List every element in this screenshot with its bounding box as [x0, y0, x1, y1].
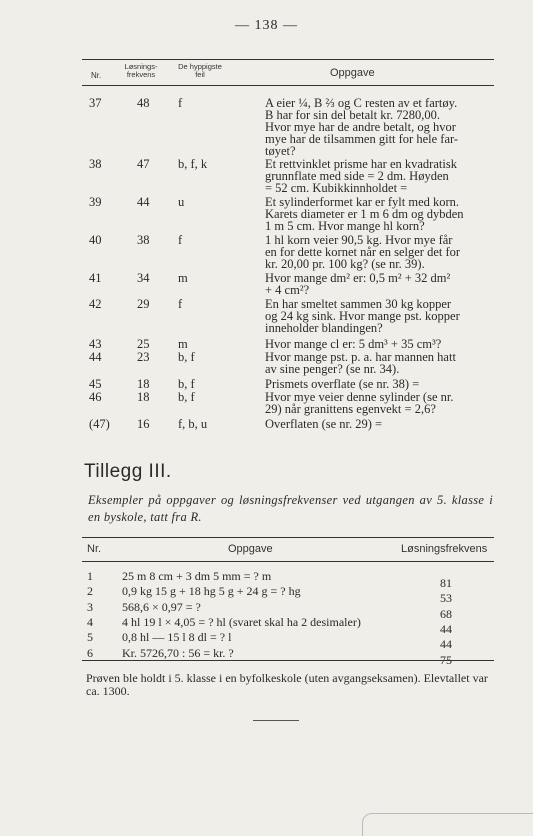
task-line: Et rettvinklet prisme har en kvadratisk	[265, 157, 457, 171]
common-errors: u	[178, 195, 185, 209]
task-number: 40	[89, 233, 102, 247]
table2-header-task: Oppgave	[228, 543, 273, 555]
task-text	[265, 351, 497, 375]
task-text	[265, 97, 497, 157]
task-text	[265, 418, 497, 430]
solution-frequency: 44	[137, 195, 150, 209]
task-text	[265, 338, 497, 350]
task-line: inneholder blandingen?	[265, 321, 383, 335]
task-line: B har for sin del betalt kr. 7280,00.	[265, 108, 440, 122]
task-line: Hvor mye har de andre betalt, og hvor	[265, 120, 456, 134]
footnote: Prøven ble holdt i 5. klasse i en byfolkeskole (uten avgangseksamen). Elevtallet var ca. 1300.	[86, 671, 488, 698]
task-line: mye har de tilsammen gitt for hele far-	[265, 132, 459, 146]
task-line: 29) når granittens egenvekt = 2,6?	[265, 402, 436, 416]
solution-frequency: 48	[137, 96, 150, 110]
task-number: 37	[89, 96, 102, 110]
task-number: 6	[87, 645, 93, 660]
task-number: 1	[87, 569, 93, 583]
task-text	[265, 391, 497, 415]
task-text	[265, 298, 497, 334]
table1-top-rule	[82, 59, 494, 60]
task-line: Hvor mange dm² er: 0,5 m² + 32 dm²	[265, 271, 451, 285]
solution-frequency: 44	[440, 621, 452, 636]
task-line: av sine penger? (se nr. 34).	[265, 362, 400, 376]
page-corner	[362, 813, 533, 836]
task-line: en for dette kornet når en selger det for	[265, 245, 461, 259]
task-line: og 24 kg sink. Hvor mange pst. kopper	[265, 309, 460, 323]
table1-header-freq: Løsnings- frekvens	[124, 62, 158, 79]
task-line: Et sylinderformet kar er fylt med korn.	[265, 195, 460, 209]
task-number: 38	[89, 157, 102, 171]
task-number: 43	[89, 337, 102, 351]
solution-frequency: 75	[440, 652, 452, 667]
solution-frequency: 29	[137, 297, 150, 311]
common-errors: m	[178, 271, 188, 285]
table2-bottom-rule	[82, 660, 494, 661]
common-errors: m	[178, 337, 188, 351]
task-number: 3	[87, 599, 93, 614]
task-number: 39	[89, 195, 102, 209]
task-number: 41	[89, 271, 102, 285]
common-errors: b, f	[178, 350, 195, 364]
common-errors: f, b, u	[178, 417, 208, 431]
task-number: 42	[89, 297, 102, 311]
task-line: 1 m 5 cm. Hvor mange hl korn?	[265, 219, 425, 233]
table2-top-rule	[82, 537, 494, 538]
task-number: 4	[87, 614, 93, 629]
task-line: = 52 cm. Kubikkinnholdet =	[265, 181, 408, 195]
solution-frequency: 68	[440, 606, 452, 621]
table2-header-nr: Nr.	[87, 543, 102, 555]
table2-header-freq: Løsningsfrekvens	[401, 543, 488, 555]
table1-header-rule	[82, 85, 494, 86]
solution-frequency: 23	[137, 350, 150, 364]
table1-header-nr: Nr.	[91, 71, 102, 80]
task-line: Hvor mange pst. p. a. har mannen hatt	[265, 350, 456, 364]
task-line: Prismets overflate (se nr. 38) =	[265, 377, 420, 391]
common-errors: f	[178, 297, 183, 311]
task-line: grunnflate med side = 2 dm. Høyden	[265, 169, 449, 183]
task-line: tøyet?	[265, 144, 296, 158]
solution-frequency: 16	[137, 417, 150, 431]
page-number: — 138 —	[235, 18, 298, 33]
task-line: 1 hl korn veier 90,5 kg. Hvor mye får	[265, 233, 453, 247]
solution-frequency: 81	[440, 576, 452, 590]
section-title: Tillegg III.	[84, 461, 172, 482]
task-text	[265, 234, 497, 270]
common-errors: f	[178, 233, 183, 247]
common-errors: b, f	[178, 377, 195, 391]
table2-header-rule	[82, 561, 494, 562]
task-number: 2	[87, 584, 93, 599]
solution-frequency: 34	[137, 271, 150, 285]
task-line: Overflaten (se nr. 29) =	[265, 417, 383, 431]
end-rule	[253, 720, 299, 721]
common-errors: f	[178, 96, 183, 110]
task-number: 45	[89, 377, 102, 391]
task-text: Kr. 5726,70 : 56 = kr. ?	[122, 645, 234, 660]
task-line: + 4 cm²?	[265, 283, 310, 297]
task-number: 44	[89, 350, 102, 364]
solution-frequency: 38	[137, 233, 150, 247]
solution-frequency: 47	[137, 157, 150, 171]
task-number: 5	[87, 630, 93, 645]
task-text: 568,6 × 0,97 = ?	[122, 599, 201, 614]
task-line: kr. 20,00 pr. 100 kg? (se nr. 39).	[265, 257, 425, 271]
solution-frequency: 18	[137, 377, 150, 391]
task-text	[265, 196, 497, 232]
common-errors: b, f, k	[178, 157, 208, 171]
task-number: (47)	[89, 417, 110, 431]
solution-frequency: 44	[440, 637, 452, 652]
task-text	[265, 158, 497, 194]
task-line: Hvor mye veier denne sylinder (se nr.	[265, 390, 454, 404]
task-line: A eier ¼, B ⅔ og C resten av et fartøy.	[265, 96, 458, 110]
task-text: 25 m 8 cm + 3 dm 5 mm = ? m	[122, 569, 272, 583]
common-errors: b, f	[178, 390, 195, 404]
task-line: En har smeltet sammen 30 kg kopper	[265, 297, 452, 311]
table1-header-errors: De hyppigste feil	[178, 62, 222, 79]
task-number: 46	[89, 390, 102, 404]
task-text: 0,8 hl — 15 l 8 dl = ? l	[122, 630, 232, 645]
task-text	[265, 378, 497, 390]
task-text: 0,9 kg 15 g + 18 hg 5 g + 24 g = ? hg	[122, 584, 301, 599]
table1-header-task: Oppgave	[330, 67, 375, 79]
table2-caption: Eksempler på oppgaver og løsningsfrekvenser ved utgangen av 5. klasse i en byskole, tatt fra R.	[88, 493, 493, 524]
task-line: Hvor mange cl er: 5 dm³ + 35 cm³?	[265, 337, 442, 351]
solution-frequency: 18	[137, 390, 150, 404]
solution-frequency: 53	[440, 591, 452, 606]
task-text: 4 hl 19 l × 4,05 = ? hl (svaret skal ha 2 desimaler)	[122, 614, 361, 629]
task-line: Karets diameter er 1 m 6 dm og dybden	[265, 207, 464, 221]
task-text	[265, 272, 497, 296]
solution-frequency: 25	[137, 337, 150, 351]
